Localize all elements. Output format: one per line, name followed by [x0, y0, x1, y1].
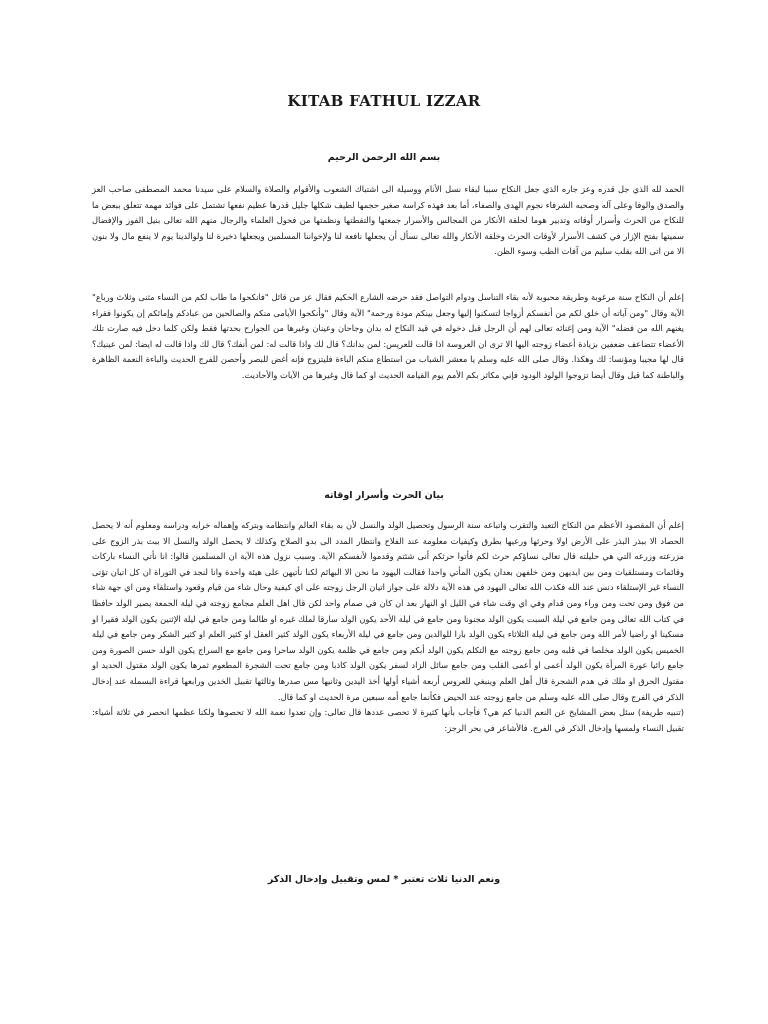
basmala: بسم الله الرحمن الرحيم	[327, 152, 441, 163]
document-title: KITAB FATHUL IZZAR	[287, 92, 481, 110]
paragraph-text: إعلم أن المقصود الأعظم من النكاح التعبد والتقرب واتباعه سنة الرسول وتحصيل الولد والنسل لأن به بقاء العالم وانتظامه وبتركه وإهماله خرابه ودراسه ومعلوم أنه لا يحصل الحصاد الا ببذر البذر على الأرض اولا وحرثها ورعيها بطرق وكيفيات معلومة عند الفلاح وانتظار المدد الى بدو الصلاح وكذلك لا يحصل الولد والنسل الا ببث بذر الزوج على مزرعته وزرعه التي هي حليلته قال تعالى نساؤكم حرث لكم فأتوا حرثكم أنى شئتم وقدموا لأنفسكم الآية. وسبب نزول هذه الآية ان المسلمين قالوا: انا نأتي النساء باركات وقائمات ومستلقيات ومن بين ايديهن ومن خلفهن بعدان يكون المأتي واحدا فقالت اليهود ما نحن الا البهائم لكنا نأتيهن على هيئة واحدة وانا لنجد في التوراة ان كل اتيان تؤتى النساء غير الإستلقاء دنس عند الله فكذب الله تعالى اليهود في هذه الآية دلالة على جواز اتيان الرجل زوجته على اي كيفية وحال شاء من قيام وقعود واستلقاء ومن اي جهة شاء من فوق ومن تحت ومن وراء ومن قدام وفي اي وقت شاء في الليل او النهار بعد ان كان في صمام واحد لكن قال اهل العلم مجامع زوجته في ليلة الجمعة يصير الولد حافظا في كتاب الله تعالى ومن جامع في ليلة السبت يكون الولد مجنونا ومن جامع في ليلة الأحد يكون الولد سارقا لملك غيره او ظالما ومن جامع في ليلة الإثنين يكون الولد فقيرا او مسكينا او راضيا لأمر الله ومن جامع في ليلة الثلاثاء يكون الولد بارا للوالدين ومن جامع في ليلة الأربعاء يكون الولد كثير العقل او كثير العلم او كثير الشكر ومن جامع في ليلة الخميس يكون الولد مخلصا في قلبه ومن جامع زوجته مع التكلم يكون الولد أبكم ومن جامع في ظلمة يكون الولد ساحرا ومن جامع مع السراج يكون الولد حسن الصورة ومن جامع رائيا عورة المرأة يكون الولد أعمى او أعمى القلب ومن جامع سائل الزاد لسفر يكون الولد كاذبا ومن جامع تحت الشجرة المطعوم ثمرها يكون الولد مقتول الحديد او مقتول الحرق او ملك في هدم الشجرة قال أهل العلم وينبغي للعروس أربعة أشياء أولها أخذ اليدين وثانيها مس صدرها وثالثها تقبيل الخدين ورابعها قراءة البسملة عند إدخال الذكر في الفرج وقال صلى الله عليه وسلم من جامع زوجته عند الحيض فكأنما جامع أمه سبعين مرة الحديث او كما قال.	[92, 520, 684, 702]
paragraph-purpose	[92, 518, 684, 736]
section-heading: بيان الحرث وأسرار اوقاته	[324, 490, 444, 501]
paragraph-text: الحمد لله الذي جل قدره وعز جاره الذي جعل النكاح سببا لبقاء نسل الأنام ووسيلة الى اشتباك الشعوب والأقوام والصلاة والسلام على سيدنا محمد المصطفى صاحب العز والصدق والوفا وعلى آله وصحبه الشرفاء نجوم الهدى والصفاء، أما بعد فهذه كراسة صغير حجمها لطيف شكلها جليل قدرها عظيم نفعها تشتمل على فوائد مهمة تتعلق ببعض ما للنكاح من الحرث وأسرار أوقاته وتدبير هوما لحلقة الأنكار من المجالس والأسرار جمعتها والتقطتها ونظمتها من فحول العلماء والرجال منهم الله تعالى بنيل الفوز والإفضال سميتها بفتح الإزار في كشف الأسرار لأوقات الحرث وخلقة الأنكار والله تعالى نسأل أن يجعلها نافعة لنا ولإخواننا المسلمين ويجعلها ذخيرة لنا ولوالدينا يوم لا ينفع مال ولا بنون الا من اتى الله بقلب سليم من آفات الطب وسوء الظن.	[92, 184, 684, 257]
verse-line: ونعم الدنيا ثلاث تعتبر * لمس وتقبيل وإدخال الذكر	[267, 874, 501, 885]
paragraph-text: (تنبيه طريفة) سئل بعض المشايخ عن النعم الدنيا كم هي؟ فأجاب بأنها كثيرة لا تحصى عددها قال تعالى: وإن تعدوا نعمة الله لا تحصوها ولكنا عظمها انحصر في ثلاثة أشياء: تقبيل النساء ولمسها وإدخال الذكر في الفرج. فالأشاعر في بحر الرجز:	[92, 707, 684, 733]
paragraph-text: إعلم أن النكاح سنة مرغوبة وطريقة محبوبة لأنه بقاء التناسل ودوام التواصل فقد حرضه الشارع الحكيم فقال عز من قائل "فانكحوا ما طاب لكم من النساء مثنى وثلاث ورباع" الآية وقال "ومن آياته أن خلق لكم من أنفسكم أزواجا لتسكنوا إليها وجعل بينكم مودة ورحمة" الآية وقال "وأنكحوا الأيامى منكم والصالحين من عبادكم وإمائكم إن يكونوا فقراء يغنهم الله من فضله" الآية ومن إغنائه تعالى لهم أن الرجل قبل دخوله في قيد النكاح له بدان وجاحان وعينان وغيرها من الجوارح بحدتها فقط ولكن كلما دخل فيه صارت تلك الأعضاء تتضاعف ضعفين بزيادة أعضاء زوجته اليها الا ترى ان العروسة اذا قالت للعريس: لمن بدانك؟ قال لك واذا قالت له: لمن أنفك؟ قال لك واذا قالت له ايضا: لمن عينيك؟ قال لها مجيبا ومؤنسا: لك وهكذا. وقال صلى الله عليه وسلم يا معشر الشباب من استطاع منكم الباءة فليتزوج فإنه أغض للبصر وأحصن للفرج الحديث والباءة النعمة الظاهرة والباطنة كما قيل وقال أيضا تزوجوا الولود الودود فإني مكاثر بكم الأمم يوم القيامة الحديث او كما قال وغيرها من الآيات والأحاديث.	[92, 292, 684, 380]
paragraph-marriage	[92, 290, 684, 384]
paragraph-introduction	[92, 182, 684, 260]
